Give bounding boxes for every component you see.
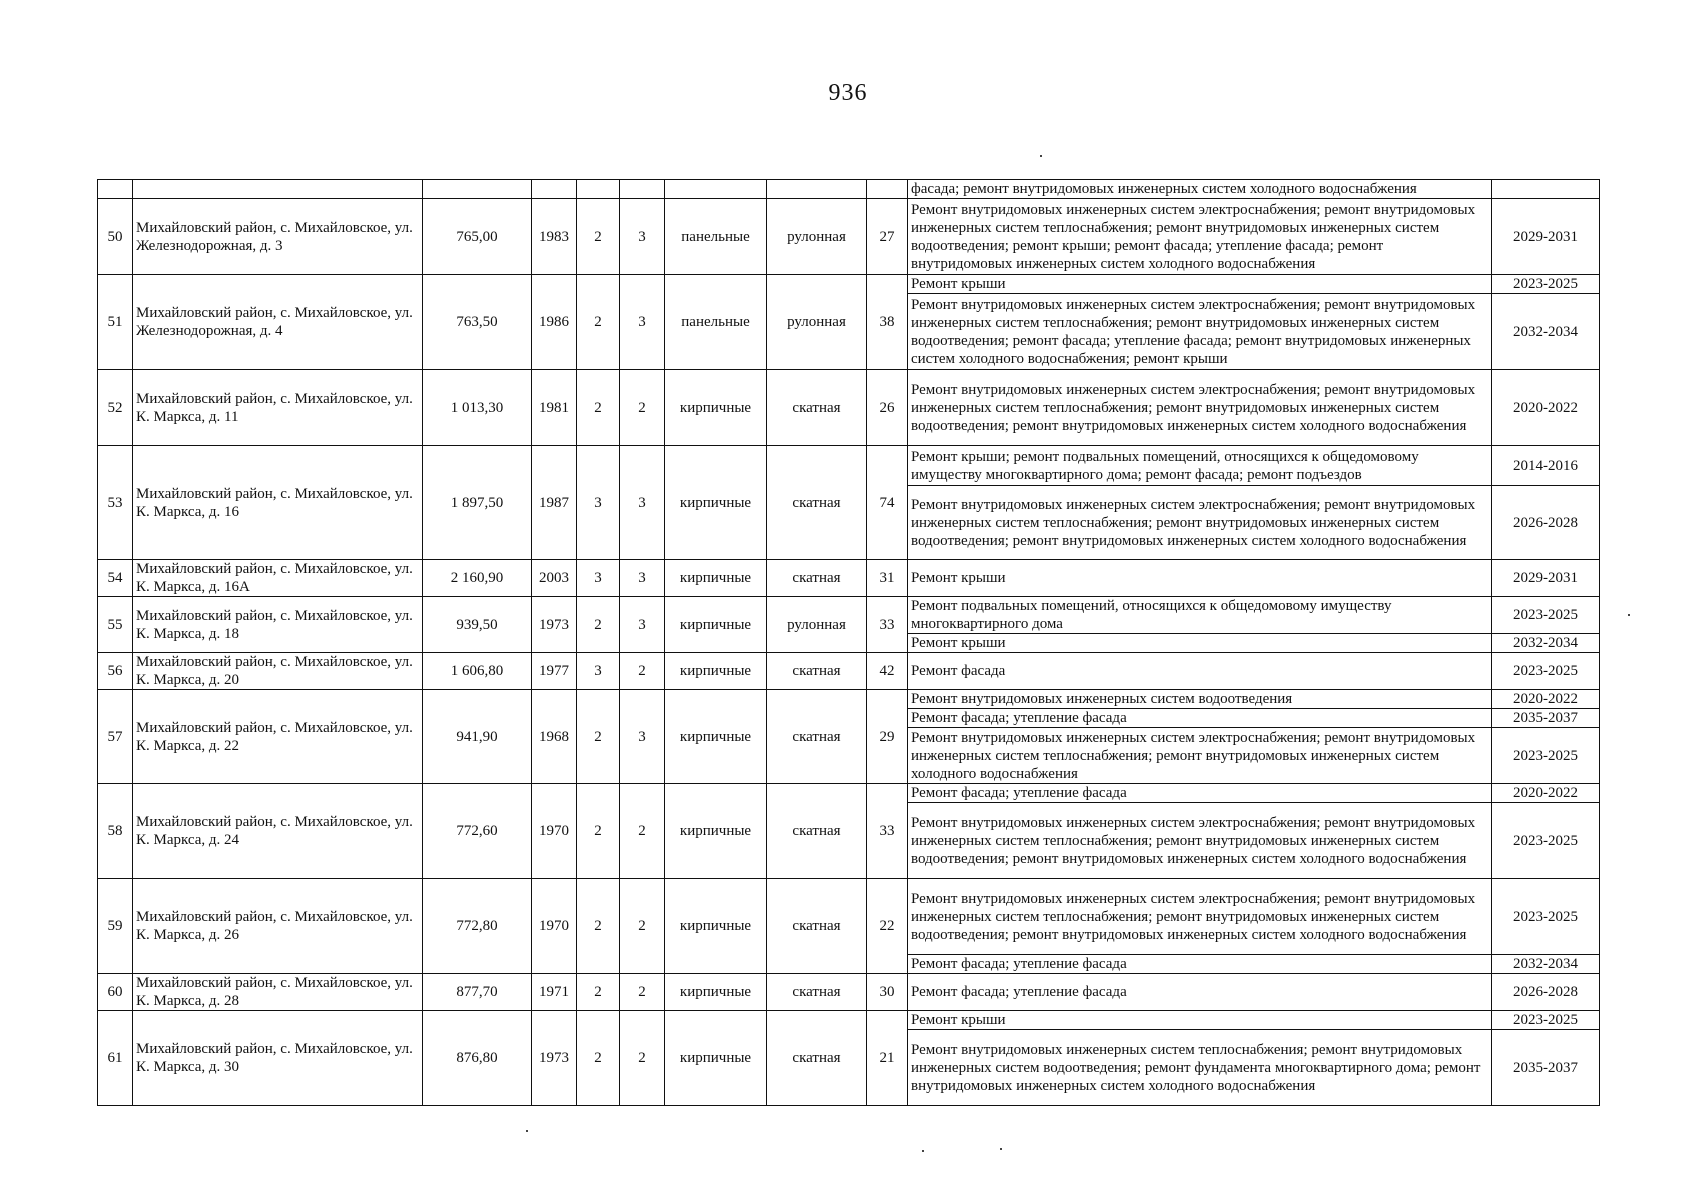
cell-number: 53	[98, 446, 133, 560]
cell-wear: 29	[867, 690, 908, 784]
cell-number: 57	[98, 690, 133, 784]
page-number: 936	[828, 80, 868, 106]
cell-wear: 31	[867, 560, 908, 597]
cell-area: 2 160,90	[423, 560, 532, 597]
cell-number: 61	[98, 1011, 133, 1106]
cell-period	[1492, 180, 1600, 199]
cell-area: 772,80	[423, 879, 532, 974]
cell-wear	[867, 180, 908, 199]
cell-work-type: Ремонт фасада; утепление фасада	[908, 784, 1492, 803]
cell-work-type: Ремонт внутридомовых инженерных систем теплоснабжения; ремонт внутридомовых инженерных систем водоотведения; ремонт фундамента многоквартирного дома; ремонт внутридомовых инженерных систем холодного водоснабжения	[908, 1030, 1492, 1106]
cell-address: Михайловский район, с. Михайловское, ул. К. Маркса, д. 16А	[133, 560, 423, 597]
table-row	[98, 879, 1600, 955]
cell-area: 1 013,30	[423, 370, 532, 446]
cell-period: 2035-2037	[1492, 1030, 1600, 1106]
cell-period: 2020-2022	[1492, 784, 1600, 803]
table-row	[98, 370, 1600, 446]
table-row	[98, 275, 1600, 294]
cell-period: 2026-2028	[1492, 486, 1600, 560]
scan-speck	[1040, 155, 1042, 157]
cell-roof: скатная	[767, 560, 867, 597]
cell-year: 1970	[532, 784, 577, 879]
table-row	[98, 784, 1600, 803]
cell-year	[532, 180, 577, 199]
cell-floors	[577, 180, 620, 199]
cell-wear: 74	[867, 446, 908, 560]
cell-work-type: Ремонт крыши; ремонт подвальных помещений, относящихся к общедомовому имуществу многоквартирного дома; ремонт фасада; ремонт подъездов	[908, 446, 1492, 486]
cell-walls: кирпичные	[665, 653, 767, 690]
cell-work-type: Ремонт внутридомовых инженерных систем водоотведения	[908, 690, 1492, 709]
cell-address: Михайловский район, с. Михайловское, ул. К. Маркса, д. 20	[133, 653, 423, 690]
cell-wear: 21	[867, 1011, 908, 1106]
table-row	[98, 560, 1600, 597]
scan-speck	[1628, 614, 1630, 616]
scan-speck	[526, 1130, 528, 1132]
cell-area: 1 897,50	[423, 446, 532, 560]
cell-roof: скатная	[767, 370, 867, 446]
cell-number: 60	[98, 974, 133, 1011]
table-row	[98, 653, 1600, 690]
cell-year: 1986	[532, 275, 577, 370]
table-row	[98, 180, 1600, 199]
table-row	[98, 199, 1600, 275]
cell-walls: кирпичные	[665, 690, 767, 784]
cell-number: 59	[98, 879, 133, 974]
cell-period: 2032-2034	[1492, 294, 1600, 370]
cell-floors: 2	[577, 275, 620, 370]
cell-number: 58	[98, 784, 133, 879]
cell-area: 939,50	[423, 597, 532, 653]
cell-address: Михайловский район, с. Михайловское, ул. Железнодорожная, д. 4	[133, 275, 423, 370]
cell-roof: скатная	[767, 690, 867, 784]
cell-number	[98, 180, 133, 199]
cell-period: 2020-2022	[1492, 370, 1600, 446]
cell-wear: 26	[867, 370, 908, 446]
cell-area: 876,80	[423, 1011, 532, 1106]
table-row	[98, 597, 1600, 634]
cell-floors: 3	[577, 560, 620, 597]
cell-year: 1977	[532, 653, 577, 690]
cell-area: 941,90	[423, 690, 532, 784]
scan-speck	[1000, 1148, 1002, 1150]
cell-work-type: Ремонт крыши	[908, 634, 1492, 653]
cell-work-type: Ремонт внутридомовых инженерных систем электроснабжения; ремонт внутридомовых инженерных систем теплоснабжения; ремонт внутридомовых инженерных систем водоотведения; ремонт внутридомовых инженерных систем холодного водоснабжения	[908, 370, 1492, 446]
cell-floors: 2	[577, 597, 620, 653]
cell-year: 1981	[532, 370, 577, 446]
cell-year: 1973	[532, 597, 577, 653]
cell-period: 2029-2031	[1492, 560, 1600, 597]
cell-area: 772,60	[423, 784, 532, 879]
cell-wear: 33	[867, 784, 908, 879]
cell-walls: кирпичные	[665, 370, 767, 446]
cell-wear: 42	[867, 653, 908, 690]
cell-address: Михайловский район, с. Михайловское, ул. К. Маркса, д. 22	[133, 690, 423, 784]
cell-area: 1 606,80	[423, 653, 532, 690]
cell-year: 2003	[532, 560, 577, 597]
table-body	[98, 180, 1600, 1106]
table-row	[98, 690, 1600, 709]
cell-roof: скатная	[767, 653, 867, 690]
table-row	[98, 446, 1600, 486]
cell-walls: кирпичные	[665, 1011, 767, 1106]
cell-work-type: Ремонт фасада; утепление фасада	[908, 709, 1492, 728]
cell-period: 2032-2034	[1492, 955, 1600, 974]
cell-floors: 2	[577, 1011, 620, 1106]
table-row	[98, 974, 1600, 1011]
cell-walls: панельные	[665, 275, 767, 370]
cell-number: 56	[98, 653, 133, 690]
cell-work-type: Ремонт внутридомовых инженерных систем электроснабжения; ремонт внутридомовых инженерных систем теплоснабжения; ремонт внутридомовых инженерных систем водоотведения; ремонт внутридомовых инженерных систем холодного водоснабжения	[908, 486, 1492, 560]
cell-period: 2014-2016	[1492, 446, 1600, 486]
cell-work-type: Ремонт подвальных помещений, относящихся к общедомовому имуществу многоквартирного дома	[908, 597, 1492, 634]
cell-work-type: Ремонт внутридомовых инженерных систем электроснабжения; ремонт внутридомовых инженерных систем теплоснабжения; ремонт внутридомовых инженерных систем водоотведения; ремонт крыши; ремонт фасада; утепление фасада; ремонт внутридомовых инженерных систем холодного водоснабжения	[908, 199, 1492, 275]
cell-floors: 3	[577, 446, 620, 560]
cell-period: 2023-2025	[1492, 1011, 1600, 1030]
cell-area	[423, 180, 532, 199]
cell-area: 765,00	[423, 199, 532, 275]
cell-roof: рулонная	[767, 199, 867, 275]
cell-walls: кирпичные	[665, 974, 767, 1011]
cell-work-type: Ремонт фасада	[908, 653, 1492, 690]
cell-floors: 2	[577, 370, 620, 446]
table-row	[98, 1011, 1600, 1030]
cell-address: Михайловский район, с. Михайловское, ул. Железнодорожная, д. 3	[133, 199, 423, 275]
cell-floors: 2	[577, 199, 620, 275]
cell-roof: скатная	[767, 446, 867, 560]
cell-period: 2023-2025	[1492, 597, 1600, 634]
cell-roof: рулонная	[767, 597, 867, 653]
cell-entrances: 3	[620, 690, 665, 784]
cell-number: 50	[98, 199, 133, 275]
cell-period: 2035-2037	[1492, 709, 1600, 728]
cell-entrances: 3	[620, 446, 665, 560]
cell-entrances: 2	[620, 879, 665, 974]
cell-entrances: 2	[620, 974, 665, 1011]
cell-roof: скатная	[767, 1011, 867, 1106]
cell-walls: кирпичные	[665, 597, 767, 653]
cell-work-type: Ремонт внутридомовых инженерных систем электроснабжения; ремонт внутридомовых инженерных систем теплоснабжения; ремонт внутридомовых инженерных систем водоотведения; ремонт фасада; утепление фасада; ремонт внутридомовых инженерных систем холодного водоснабжения; ремонт крыши	[908, 294, 1492, 370]
cell-wear: 30	[867, 974, 908, 1011]
cell-address: Михайловский район, с. Михайловское, ул. К. Маркса, д. 30	[133, 1011, 423, 1106]
cell-number: 54	[98, 560, 133, 597]
cell-address: Михайловский район, с. Михайловское, ул. К. Маркса, д. 24	[133, 784, 423, 879]
cell-work-type: Ремонт внутридомовых инженерных систем электроснабжения; ремонт внутридомовых инженерных систем теплоснабжения; ремонт внутридомовых инженерных систем водоотведения; ремонт внутридомовых инженерных систем холодного водоснабжения	[908, 803, 1492, 879]
cell-period: 2032-2034	[1492, 634, 1600, 653]
cell-period: 2023-2025	[1492, 653, 1600, 690]
cell-roof: рулонная	[767, 275, 867, 370]
cell-number: 55	[98, 597, 133, 653]
cell-entrances: 2	[620, 370, 665, 446]
cell-address: Михайловский район, с. Михайловское, ул. К. Маркса, д. 28	[133, 974, 423, 1011]
cell-wear: 33	[867, 597, 908, 653]
scan-speck	[922, 1150, 924, 1152]
cell-walls: кирпичные	[665, 446, 767, 560]
cell-floors: 3	[577, 653, 620, 690]
cell-floors: 2	[577, 974, 620, 1011]
cell-work-type: Ремонт крыши	[908, 275, 1492, 294]
cell-address: Михайловский район, с. Михайловское, ул. К. Маркса, д. 16	[133, 446, 423, 560]
cell-year: 1970	[532, 879, 577, 974]
cell-entrances: 2	[620, 1011, 665, 1106]
cell-year: 1971	[532, 974, 577, 1011]
cell-work-type: Ремонт крыши	[908, 1011, 1492, 1030]
cell-address: Михайловский район, с. Михайловское, ул. К. Маркса, д. 18	[133, 597, 423, 653]
cell-period: 2029-2031	[1492, 199, 1600, 275]
cell-work-type: Ремонт внутридомовых инженерных систем электроснабжения; ремонт внутридомовых инженерных систем теплоснабжения; ремонт внутридомовых инженерных систем водоотведения; ремонт внутридомовых инженерных систем холодного водоснабжения	[908, 879, 1492, 955]
cell-number: 51	[98, 275, 133, 370]
cell-period: 2023-2025	[1492, 728, 1600, 784]
housing-repair-table	[97, 179, 1600, 1106]
cell-floors: 2	[577, 784, 620, 879]
cell-period: 2023-2025	[1492, 879, 1600, 955]
cell-wear: 38	[867, 275, 908, 370]
cell-walls: кирпичные	[665, 560, 767, 597]
cell-entrances: 3	[620, 275, 665, 370]
cell-entrances: 3	[620, 199, 665, 275]
cell-year: 1973	[532, 1011, 577, 1106]
cell-address: Михайловский район, с. Михайловское, ул. К. Маркса, д. 26	[133, 879, 423, 974]
cell-work-type: Ремонт фасада; утепление фасада	[908, 955, 1492, 974]
cell-area: 877,70	[423, 974, 532, 1011]
cell-address	[133, 180, 423, 199]
cell-period: 2026-2028	[1492, 974, 1600, 1011]
cell-work-type: Ремонт фасада; утепление фасада	[908, 974, 1492, 1011]
cell-entrances: 3	[620, 560, 665, 597]
cell-period: 2023-2025	[1492, 275, 1600, 294]
cell-roof: скатная	[767, 974, 867, 1011]
cell-period: 2020-2022	[1492, 690, 1600, 709]
cell-roof: скатная	[767, 879, 867, 974]
cell-work-type: Ремонт крыши	[908, 560, 1492, 597]
cell-walls: кирпичные	[665, 784, 767, 879]
cell-year: 1987	[532, 446, 577, 560]
cell-area: 763,50	[423, 275, 532, 370]
cell-floors: 2	[577, 879, 620, 974]
cell-walls	[665, 180, 767, 199]
cell-walls: кирпичные	[665, 879, 767, 974]
cell-walls: панельные	[665, 199, 767, 275]
cell-roof	[767, 180, 867, 199]
cell-work-type: фасада; ремонт внутридомовых инженерных систем холодного водоснабжения	[908, 180, 1492, 199]
cell-floors: 2	[577, 690, 620, 784]
cell-work-type: Ремонт внутридомовых инженерных систем электроснабжения; ремонт внутридомовых инженерных систем теплоснабжения; ремонт внутридомовых инженерных систем холодного водоснабжения	[908, 728, 1492, 784]
cell-roof: скатная	[767, 784, 867, 879]
cell-address: Михайловский район, с. Михайловское, ул. К. Маркса, д. 11	[133, 370, 423, 446]
cell-year: 1968	[532, 690, 577, 784]
cell-wear: 22	[867, 879, 908, 974]
cell-number: 52	[98, 370, 133, 446]
cell-entrances	[620, 180, 665, 199]
cell-year: 1983	[532, 199, 577, 275]
cell-entrances: 3	[620, 597, 665, 653]
cell-entrances: 2	[620, 784, 665, 879]
cell-wear: 27	[867, 199, 908, 275]
cell-entrances: 2	[620, 653, 665, 690]
cell-period: 2023-2025	[1492, 803, 1600, 879]
